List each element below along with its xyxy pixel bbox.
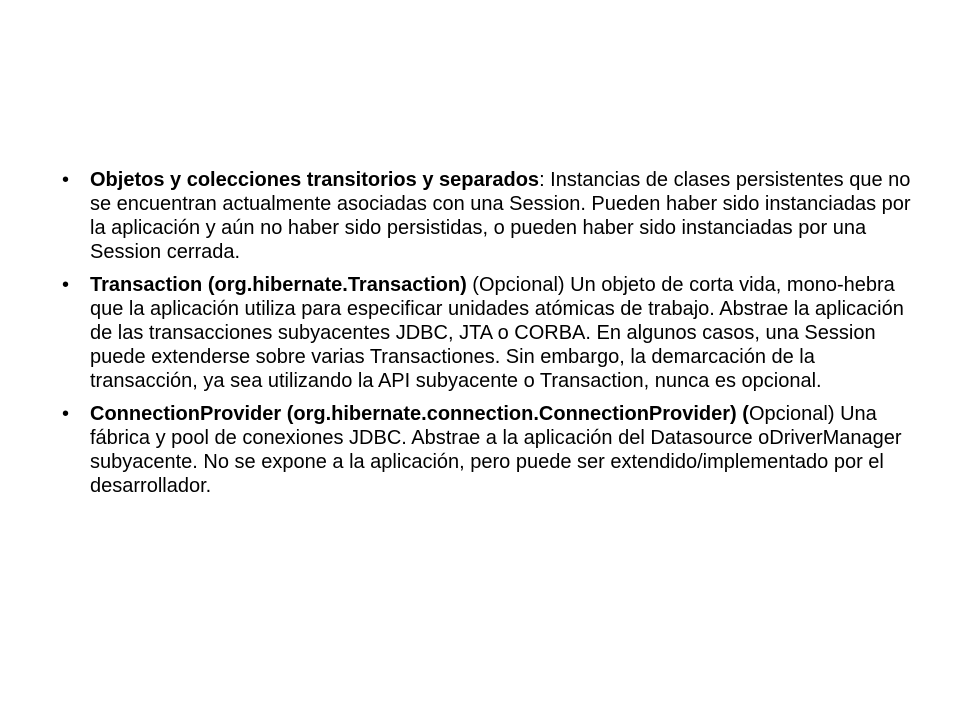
bullet-body [90, 274, 904, 392]
bullet-heading: Transaction (org.hibernate.Transaction) [90, 274, 467, 296]
bullet-item-transient-objects [62, 168, 912, 264]
bullet-text: Opcional) Una fábrica y pool de conexiones JDBC. Abstrae a la aplicación del Datasource oDriverManager subyacente. No se expone a la aplicación, pero puede ser extendido/implementado por el desarrollador. [90, 403, 902, 497]
bullet-item-connection-provider [62, 402, 912, 498]
bullet-icon: • [62, 169, 70, 191]
bullet-list [62, 168, 912, 507]
bullet-heading: Objetos y colecciones transitorios y separados [90, 169, 540, 191]
bullet-body [90, 169, 911, 263]
bullet-text: (Opcional) Un objeto de corta vida, mono-hebra que la aplicación utiliza para especificar unidades atómicas de trabajo. Abstrae la aplicación de las transacciones subyacentes JDBC, JTA o CORBA. En algunos casos, una Session puede extenderse sobre varias Transactiones. Sin embargo, la demarcación de la transacción, ya sea utilizando la API subyacente o Transaction, nunca es opcional. [90, 274, 904, 392]
bullet-heading: ConnectionProvider (org.hibernate.connection.ConnectionProvider) ( [90, 403, 749, 425]
bullet-text: : Instancias de clases persistentes que no se encuentran actualmente asociadas con una Session. Pueden haber sido instanciadas por la aplicación y aún no haber sido persistidas, o pueden haber sido instanciadas por una Session cerrada. [90, 169, 911, 263]
bullet-icon: • [62, 274, 70, 296]
bullet-item-transaction [62, 273, 912, 393]
bullet-icon: • [62, 403, 70, 425]
bullet-body [90, 403, 902, 497]
